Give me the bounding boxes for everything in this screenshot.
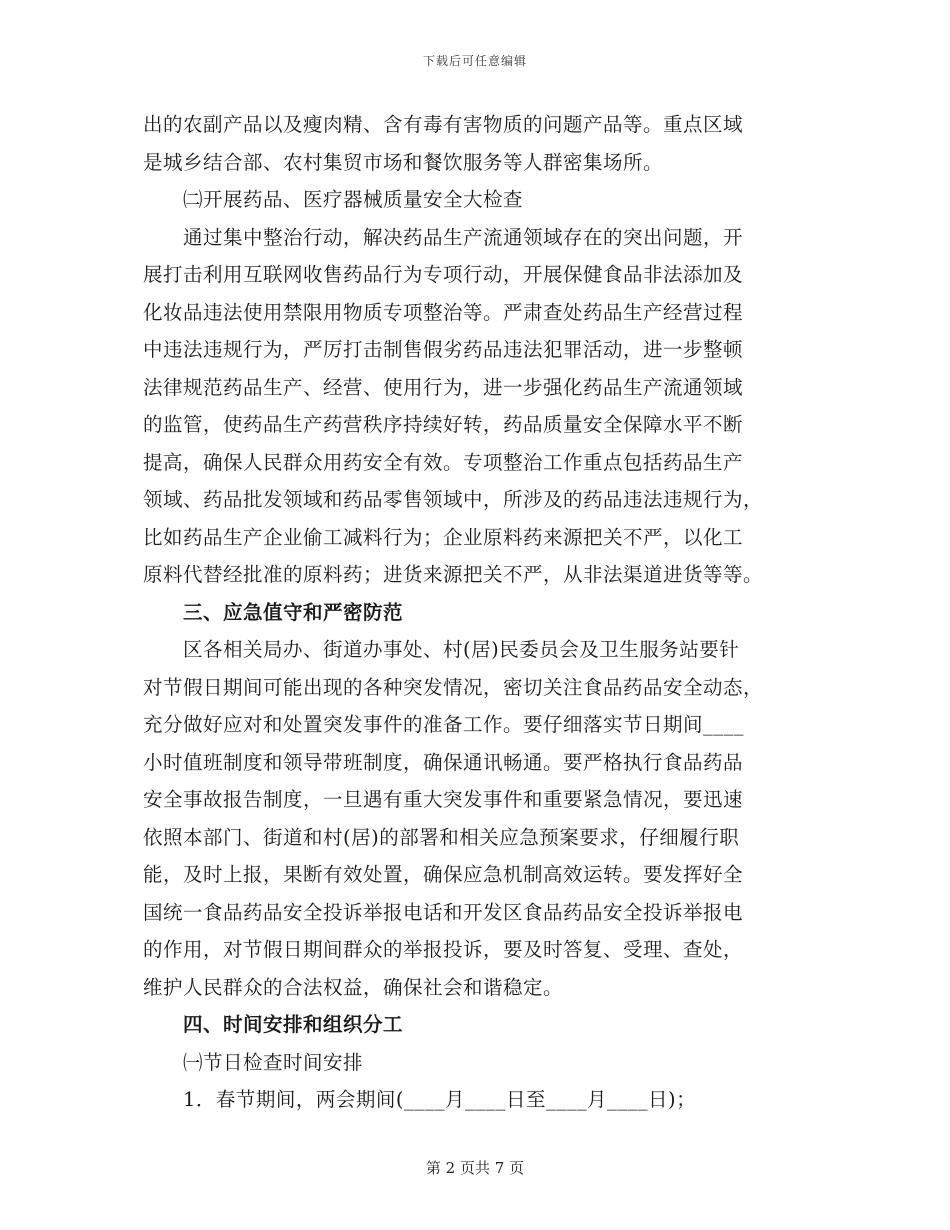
text-line: 区各相关局办、街道办事处、村(居)民委员会及卫生服务站要针 xyxy=(183,638,740,661)
text-line: 维护人民群众的合法权益，确保社会和谐稳定。 xyxy=(143,975,564,999)
text-line: 国统一食品药品安全投诉举报电话和开发区食品药品安全投诉举报电 xyxy=(143,900,744,924)
text-line: 提高，确保人民群众用药安全有效。专项整治工作重点包括药品生产 xyxy=(143,450,744,474)
text-line: 通过集中整治行动，解决药品生产流通领域存在的突出问题，开 xyxy=(183,225,744,249)
text-line: 充分做好应对和处置突发事件的准备工作。要仔细落实节日期间____ xyxy=(143,713,745,736)
section-heading: 三、应急值守和严密防范 xyxy=(183,600,404,624)
text-line: 的作用，对节假日期间群众的举报投诉，要及时答复、受理、查处， xyxy=(143,938,744,961)
text-line: 比如药品生产企业偷工减料行为；企业原料药来源把关不严，以化工 xyxy=(143,525,744,549)
text-line: 对节假日期间可能出现的各种突发情况，密切关注食品药品安全动态， xyxy=(143,675,764,699)
text-line: 的监管，使药品生产药营秩序持续好转，药品质量安全保障水平不断 xyxy=(143,413,744,436)
text-line: 化妆品违法使用禁限用物质专项整治等。严肃查处药品生产经营过程 xyxy=(143,300,744,324)
text-line: 法律规范药品生产、经营、使用行为，进一步强化药品生产流通领域 xyxy=(143,375,744,399)
text-line: ㈠节日检查时间安排 xyxy=(183,1050,364,1074)
text-line: 安全事故报告制度，一旦遇有重大突发事件和重要紧急情况，要迅速 xyxy=(143,788,744,811)
page-header: 下载后可任意编辑 xyxy=(422,54,527,68)
section-heading: 四、时间安排和组织分工 xyxy=(183,1013,404,1036)
text-line: 出的农副产品以及瘦肉精、含有毒有害物质的问题产品等。重点区域 xyxy=(143,113,744,136)
text-line: 能，及时上报，果断有效处置，确保应急机制高效运转。要发挥好全 xyxy=(143,863,744,886)
text-line: 领域、药品批发领域和药品零售领域中，所涉及的药品违法违规行为， xyxy=(143,488,764,511)
text-line: 原料代替经批准的原料药；进货来源把关不严，从非法渠道进货等等。 xyxy=(143,563,764,586)
text-line: 1．春节期间，两会期间(____月____日至____月____日)； xyxy=(183,1088,697,1111)
text-line: 展打击利用互联网收售药品行为专项行动，开展保健食品非法添加及 xyxy=(143,263,744,286)
text-line: 依照本部门、街道和村(居)的部署和相关应急预案要求，仔细履行职 xyxy=(143,825,740,849)
page-footer: 第 2 页共 7 页 xyxy=(425,1159,525,1177)
text-line: 是城乡结合部、农村集贸市场和餐饮服务等人群密集场所。 xyxy=(143,150,664,174)
text-line: 中违法违规行为，严厉打击制售假劣药品违法犯罪活动，进一步整顿 xyxy=(143,338,744,361)
text-line: 小时值班制度和领导带班制度，确保通讯畅通。要严格执行食品药品 xyxy=(143,750,744,774)
document-body xyxy=(143,106,811,1119)
text-line: ㈡开展药品、医疗器械质量安全大检查 xyxy=(183,188,524,211)
